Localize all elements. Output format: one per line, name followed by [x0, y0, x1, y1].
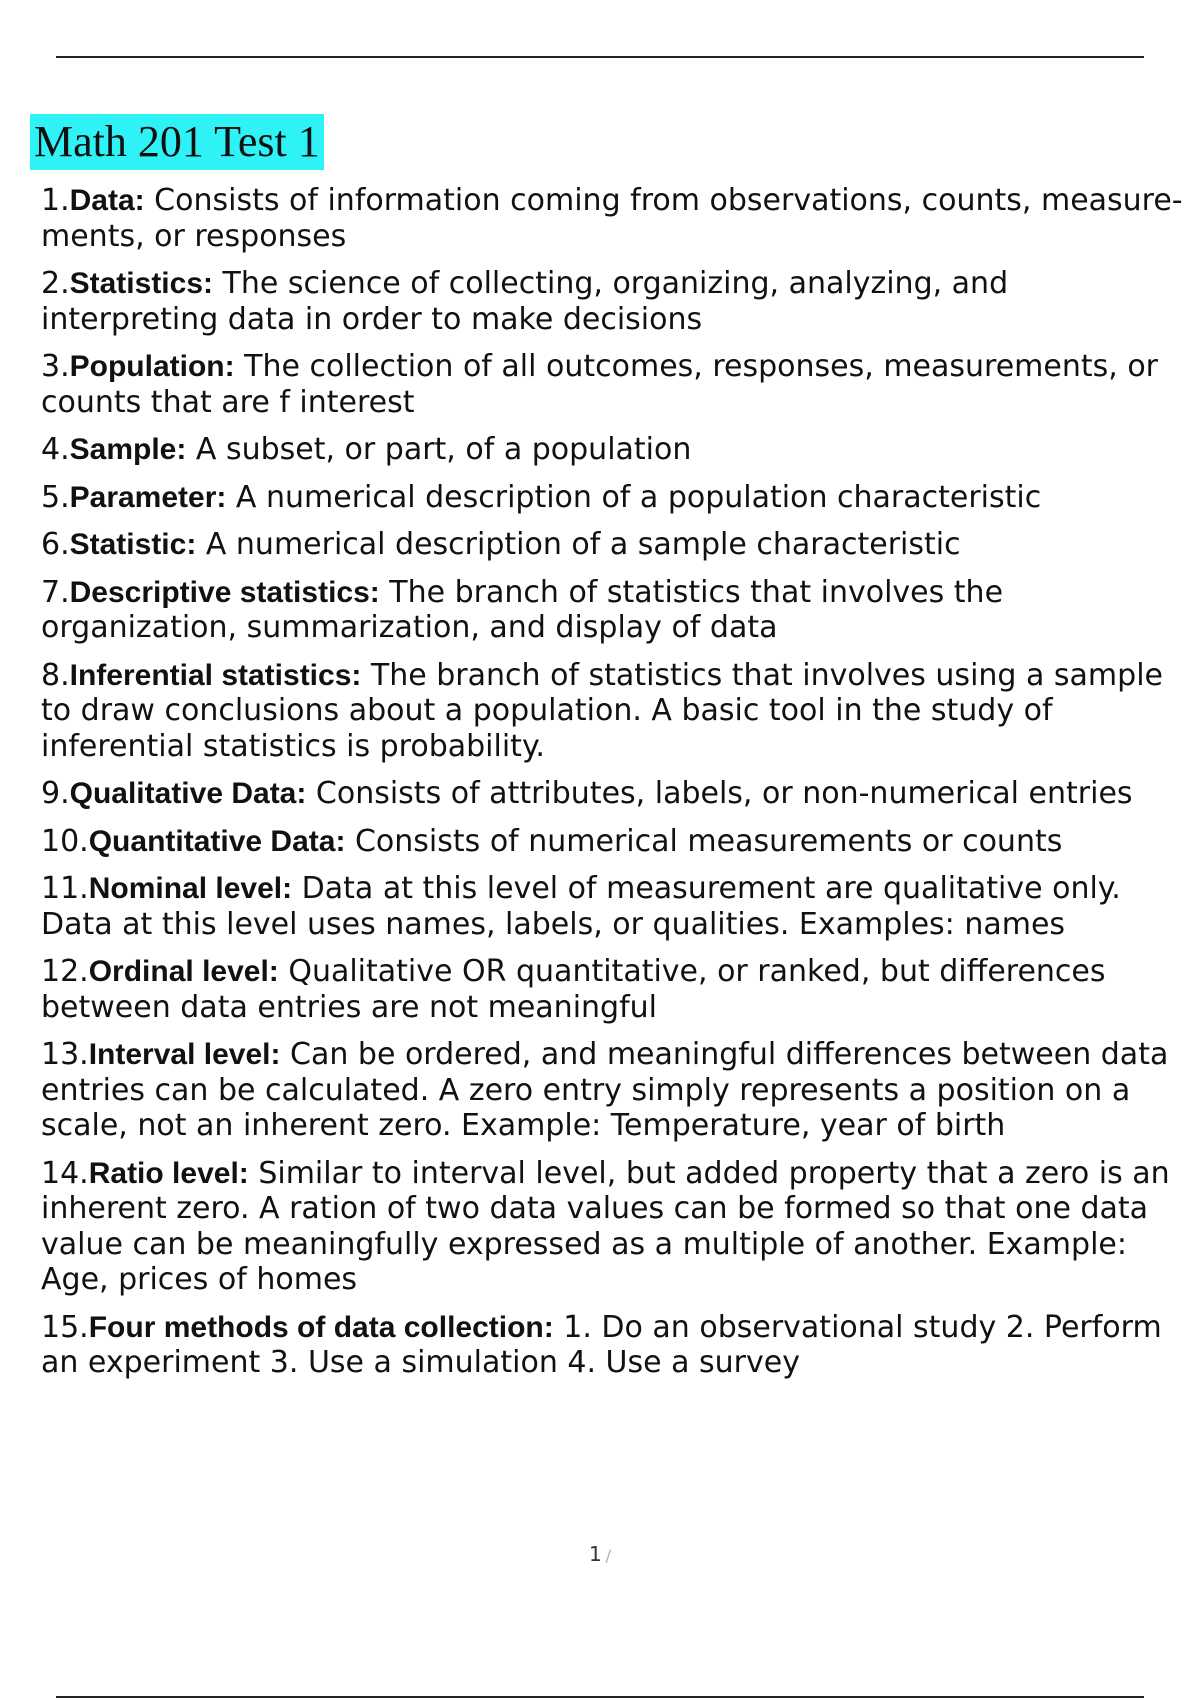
item-definition: A subset, or part, of a population	[186, 432, 692, 467]
list-item-data-collection-methods	[41, 1310, 1191, 1381]
item-term: Interval level:	[88, 1038, 281, 1071]
item-number: 12.	[41, 954, 89, 989]
item-term: Quantitative Data:	[88, 824, 346, 858]
item-definition: Consists of attributes, labels, or non-numerical entries	[306, 776, 1133, 811]
item-term: Four methods of data collection:	[88, 1310, 554, 1344]
item-number: 6.	[41, 527, 70, 562]
list-item-ratio-level	[41, 1156, 1191, 1298]
list-item-ordinal-level	[41, 954, 1191, 1025]
item-definition: Can be ordered, and meaningful differences between data entries can be calculated. A zero entry simply represents a position on a scale, not an inherent zero. Example: Temperature, year of birth	[41, 1037, 1169, 1143]
list-item-quantitative-data	[41, 824, 1191, 860]
item-number: 10.	[41, 823, 89, 859]
item-number: 14.	[41, 1155, 89, 1191]
item-number: 7.	[41, 574, 70, 610]
list-item-population	[41, 349, 1191, 420]
list-item-statistics	[41, 266, 1191, 337]
item-definition: Consists of numerical measurements or counts	[345, 823, 1063, 859]
item-number: 15.	[41, 1309, 89, 1345]
item-number: 2.	[41, 266, 70, 301]
item-term: Inferential statistics:	[69, 658, 362, 692]
item-term: Sample:	[69, 433, 187, 466]
item-number: 5.	[41, 479, 70, 515]
list-item-nominal-level	[41, 871, 1191, 942]
item-term: Qualitative Data:	[69, 777, 307, 810]
list-item-statistic	[41, 527, 1191, 563]
item-term: Statistic:	[69, 528, 197, 561]
item-definition: A numerical description of a sample characteristic	[196, 527, 961, 562]
item-term: Data:	[69, 184, 145, 217]
list-item-sample	[41, 432, 1191, 468]
item-definition: Qualitative OR quantitative, or ranked, but differences between data entries are not meaningful	[41, 954, 1106, 1025]
item-number: 4.	[41, 432, 70, 467]
item-number: 13.	[41, 1037, 89, 1072]
definitions-list	[41, 183, 1191, 1393]
item-definition: The science of collecting, organizing, analyzing, and interpreting data in order to make decisions	[41, 266, 1009, 337]
item-number: 11.	[41, 871, 89, 906]
item-term: Statistics:	[69, 267, 214, 300]
item-term: Descriptive statistics:	[69, 575, 380, 609]
item-definition: 1. Do an observational study 2. Perform an experiment 3. Use a simulation 4. Use a survey	[41, 1309, 1162, 1380]
page-number-separator: /	[605, 1546, 612, 1565]
document-title: Math 201 Test 1	[30, 114, 324, 170]
item-definition: Similar to interval level, but added property that a zero is an inherent zero. A ration of two data values can be formed so that one data value can be meaningfully expressed as a multiple of another. Example: Age, prices of homes	[41, 1155, 1170, 1297]
item-term: Parameter:	[69, 480, 227, 514]
item-definition: The collection of all outcomes, responses, measurements, or counts that are f interest	[41, 349, 1159, 420]
item-term: Ordinal level:	[88, 955, 279, 988]
item-number: 3.	[41, 349, 70, 384]
item-term: Ratio level:	[88, 1156, 249, 1190]
list-item-interval-level	[41, 1037, 1191, 1144]
item-number: 1.	[41, 183, 70, 218]
item-term: Nominal level:	[88, 872, 293, 905]
bottom-rule	[56, 1696, 1144, 1698]
list-item-qualitative-data	[41, 776, 1191, 812]
list-item-data	[41, 183, 1191, 254]
item-number: 9.	[41, 776, 70, 811]
item-definition: Data at this level of measurement are qualitative only. Data at this level uses names, labels, or qualities. Examples: names	[41, 871, 1121, 942]
item-number: 8.	[41, 657, 70, 693]
top-rule	[56, 56, 1144, 58]
item-definition: A numerical description of a population characteristic	[226, 479, 1042, 515]
item-definition: The branch of statistics that involves using a sample to draw conclusions about a population. A basic tool in the study of inferential statistics is probability.	[41, 657, 1163, 764]
item-definition: The branch of statistics that involves the organization, summarization, and display of data	[41, 574, 1004, 645]
list-item-descriptive-statistics	[41, 575, 1191, 646]
list-item-inferential-statistics	[41, 658, 1191, 765]
list-item-parameter	[41, 480, 1191, 516]
page-number-value: 1	[588, 1542, 602, 1566]
page-number	[0, 1542, 1200, 1566]
item-term: Population:	[69, 350, 235, 383]
item-definition: Consists of information coming from observations, counts, measure- ments, or responses	[41, 183, 1183, 254]
